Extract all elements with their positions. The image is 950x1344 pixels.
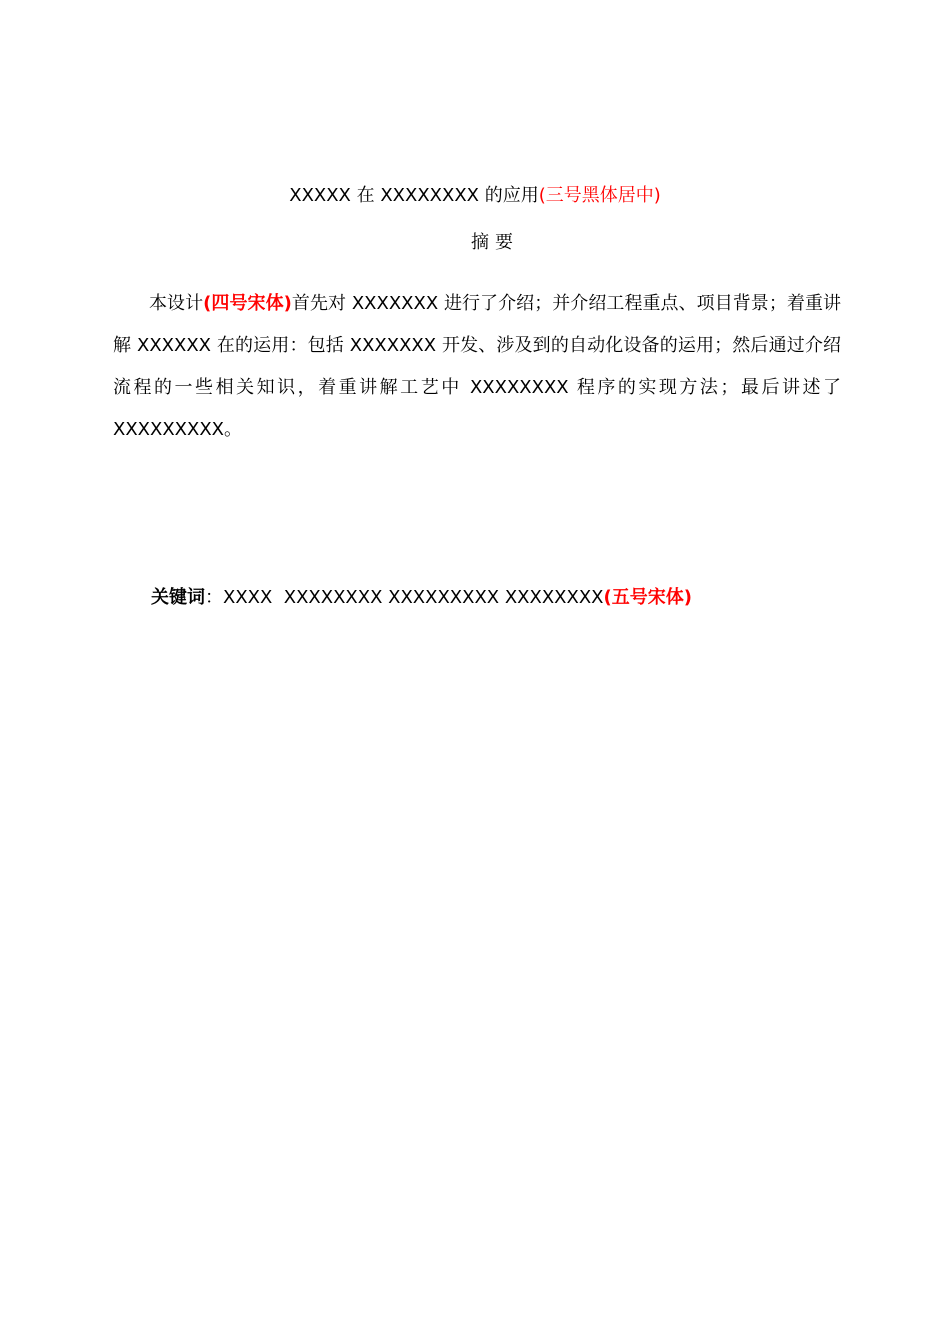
keywords-format-note: (五号宋体) <box>603 587 692 608</box>
title-format-note: (三号黑体居中) <box>538 185 661 206</box>
keywords-line <box>151 585 851 611</box>
abstract-body-text: 首先对 XXXXXXX 进行了介绍；并介绍工程重点、项目背景；着重讲解 XXXXXX 在的运用：包括 XXXXXXX 开发、涉及到的自动化设备的运用；然后通过介绍流程的一些相关知识，着重讲解工艺中 XXXXXXXX 程序的实现方法；最后讲述了 XXXXXXXXX。 <box>113 293 842 440</box>
abstract-paragraph <box>113 283 841 451</box>
document-title <box>0 183 950 209</box>
abstract-lead: 本设计 <box>149 293 204 314</box>
keywords-values: XXXX XXXXXXXX XXXXXXXXX XXXXXXXX <box>223 587 604 608</box>
abstract-format-note: (四号宋体) <box>203 293 292 314</box>
keywords-label: 关键词 <box>151 587 205 608</box>
title-text: XXXXX 在 XXXXXXXX 的应用 <box>289 185 539 206</box>
abstract-heading: 摘要 <box>471 232 519 253</box>
keywords-separator: ： <box>205 587 223 608</box>
